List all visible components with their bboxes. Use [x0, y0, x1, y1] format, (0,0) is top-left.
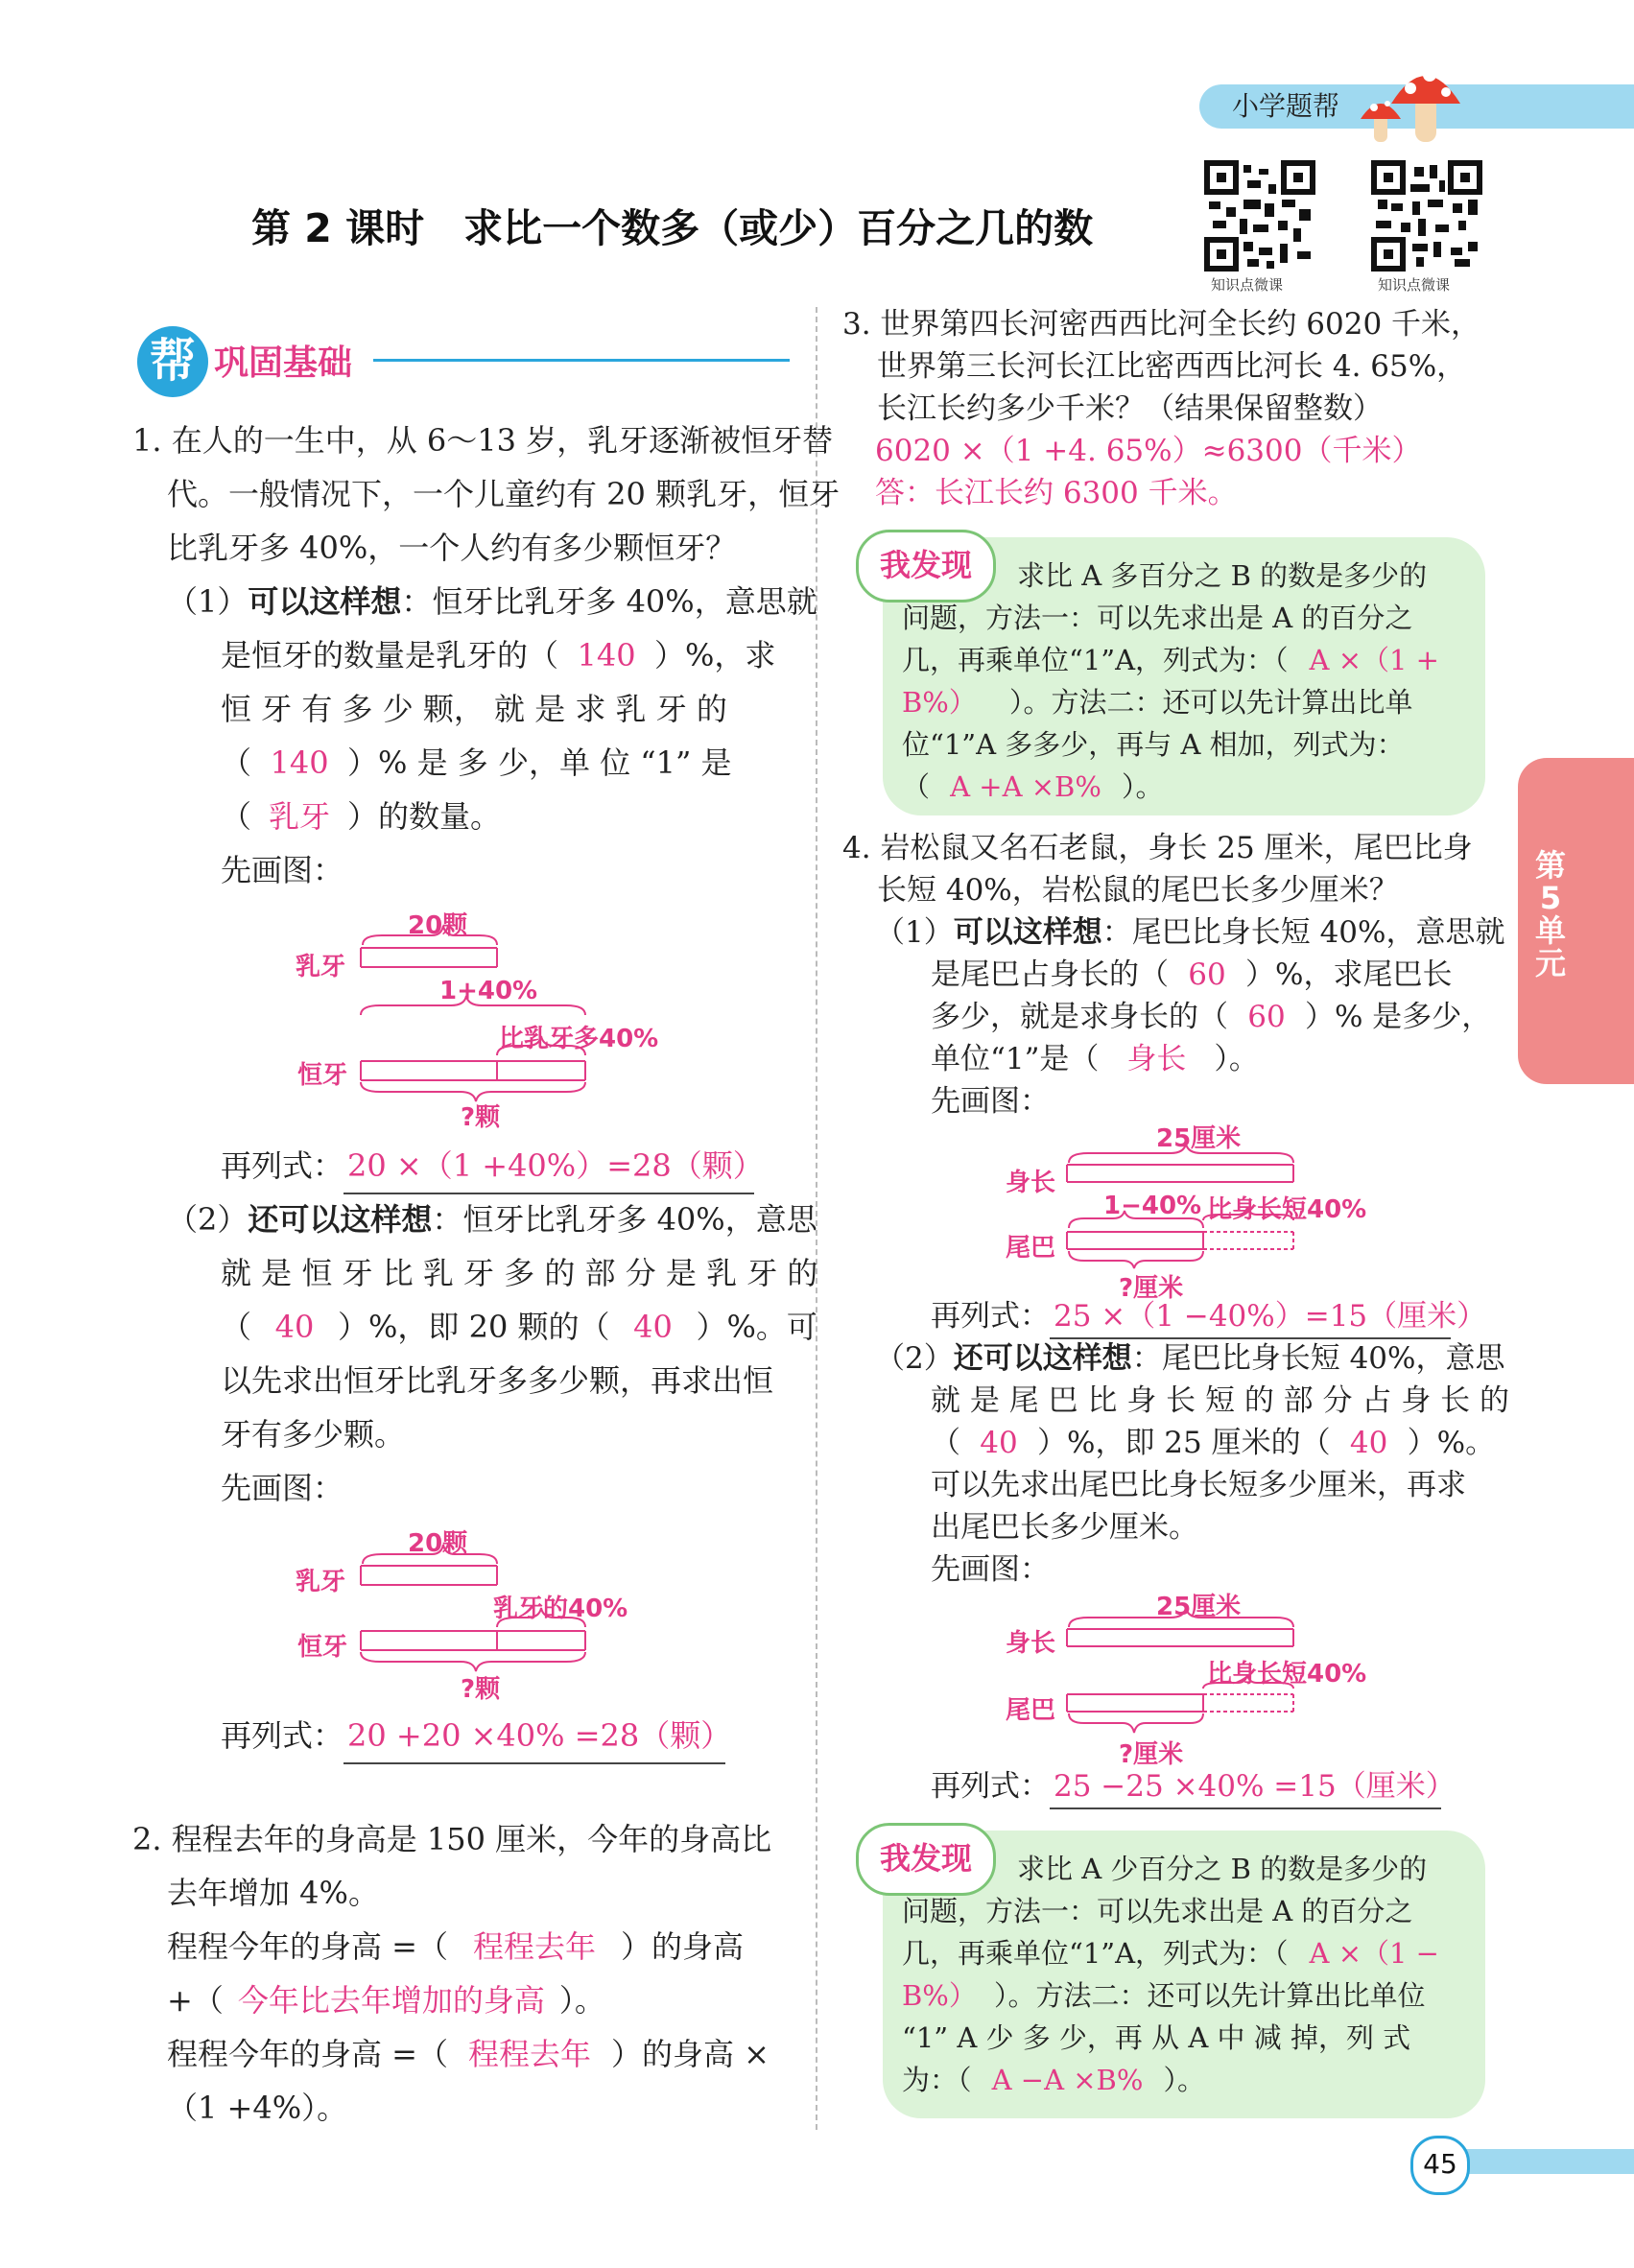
q4-part2-line-1: （2）还可以这样想：尾巴比身长短 40%，意思: [875, 1341, 1505, 1376]
qr-code-1[interactable]: [1205, 161, 1314, 271]
q2-line-4: [167, 1974, 605, 2027]
hint-label: 还可以这样想: [953, 1341, 1132, 1376]
q4-part1-text: ）%，求尾巴长: [1245, 957, 1453, 992]
footer-bar: [1458, 2149, 1634, 2174]
discovery-text: 几，再乘单位“1”A，列式为：（: [902, 1937, 1289, 1970]
q1-part1-line-1: （1）可以这样想：恒牙比乳牙多 40%，意思就: [167, 583, 817, 620]
q2-text: ）。: [558, 1982, 605, 2019]
formula-label: 再列式：: [221, 1717, 344, 1754]
discovery-text: 为：（: [902, 2064, 972, 2096]
q4-part2-line-2: 就 是 尾 巴 比 身 长 短 的 部 分 占 身 长 的: [931, 1383, 1509, 1418]
diagram-label: 20颗: [408, 911, 468, 940]
q2-text: ）的身高 ×: [611, 2036, 770, 2072]
formula-line: [221, 1710, 732, 1764]
q4-part1-text: 单位“1”是（: [931, 1042, 1100, 1076]
answer-blank[interactable]: 140: [577, 637, 636, 673]
formula-label: 再列式：: [931, 1299, 1050, 1334]
q4-part1-line-3: [931, 996, 1491, 1038]
q1-line-1: 1. 在人的一生中，从 6～13 岁，乳牙逐渐被恒牙替: [132, 422, 834, 459]
diagram-label: ?厘米: [1119, 1740, 1184, 1769]
diagram-row-label: 身长: [1006, 1629, 1056, 1658]
q2-text: 程程今年的身高 =（: [167, 1928, 448, 1965]
brand-label: 小学题帮: [1232, 90, 1340, 122]
q4-part1-line-4: [931, 1038, 1259, 1080]
answer-blank[interactable]: 40: [980, 1426, 1018, 1460]
answer-formula[interactable]: 20 ×（1 +40%）=28（颗）: [343, 1140, 754, 1194]
diagram-row-label: 恒牙: [297, 1633, 348, 1662]
q2-text: +（: [167, 1982, 224, 2019]
qr-code-2[interactable]: [1372, 161, 1481, 271]
answer-blank[interactable]: A ×（1 +: [1309, 644, 1439, 676]
page-number: 45: [1410, 2136, 1470, 2195]
answer-blank[interactable]: A +A ×B%: [950, 770, 1101, 803]
diagram-label: 1+40%: [439, 977, 538, 1005]
q1-part1-text: ）% 是 多 少，单 位 “1” 是: [347, 744, 732, 781]
discovery-line: 问题，方法一：可以先求出是 A 的百分之: [902, 602, 1413, 634]
q3-answer-formula[interactable]: 6020 ×（1 +4. 65%）≈6300（千米）: [875, 434, 1422, 468]
diagram-label: 乳牙的40%: [493, 1595, 628, 1623]
q2-line-6: （1 +4%）。: [167, 2090, 348, 2126]
formula-label: 再列式：: [221, 1147, 344, 1184]
unit-side-tab: [1518, 758, 1634, 1084]
q4-part1-text: ）。: [1214, 1042, 1259, 1076]
hint-label: 可以这样想: [953, 915, 1102, 950]
side-tab-char: 单: [1534, 912, 1566, 949]
q2-line-2: 去年增加 4%。: [167, 1875, 379, 1911]
q1-part1-text: 是恒牙的数量是乳牙的（: [221, 637, 559, 673]
q1-line-2: 代。一般情况下，一个儿童约有 20 颗乳牙，恒牙: [167, 476, 841, 512]
formula-line: [931, 1295, 1487, 1339]
q4-part1-text: ）% 是多少，: [1305, 1000, 1492, 1034]
q4-part1-text: ：尾巴比身长短 40%，意思就: [1101, 915, 1505, 950]
q4-part1-line-1: （1）可以这样想：尾巴比身长短 40%，意思就: [875, 915, 1505, 950]
discovery-text: 几，再乘单位“1”A，列式为：（: [902, 644, 1289, 676]
diagram-row-label: 尾巴: [1006, 1234, 1056, 1263]
side-tab-char: 5: [1539, 880, 1562, 916]
draw-label: 先画图：: [931, 1552, 1050, 1587]
qr-caption-2: 知识点微课: [1378, 276, 1451, 294]
answer-blank[interactable]: B%）: [902, 1979, 977, 2012]
diagram-row-label: 身长: [1006, 1169, 1056, 1197]
q1-part2-text: ）%。可: [696, 1309, 817, 1345]
answer-blank[interactable]: A ×（1 −: [1309, 1937, 1439, 1970]
diagram-label: 比乳牙多40%: [499, 1025, 659, 1053]
q1-part1-line-2: [221, 629, 775, 682]
diagram-label: ?颗: [461, 1675, 501, 1704]
answer-formula[interactable]: 20 +20 ×40% =28（颗）: [343, 1710, 725, 1764]
hint-label: 还可以这样想: [248, 1201, 433, 1238]
answer-blank[interactable]: 今年比去年增加的身高: [237, 1982, 545, 2019]
diagram-label: ?颗: [461, 1103, 501, 1132]
q4-part1-text: 多少，就是求身长的（: [931, 1000, 1228, 1034]
q1-part1-text: ：恒牙比乳牙多 40%，意思就: [401, 583, 817, 620]
discovery-badge: 我发现: [856, 530, 996, 602]
answer-blank[interactable]: 60: [1188, 957, 1226, 992]
discovery-line: [902, 681, 1413, 723]
qr-caption-1: 知识点微课: [1211, 276, 1284, 294]
q1-part2-line-5: 牙有多少颗。: [221, 1416, 406, 1453]
q1-part1-text: ）%，求: [654, 637, 776, 673]
answer-blank[interactable]: 40: [274, 1309, 315, 1345]
answer-formula[interactable]: 25 ×（1 −40%）=15（厘米）: [1050, 1295, 1451, 1339]
q1-part2-text: ）%，即 20 颗的（: [338, 1309, 610, 1345]
section-icon: 帮: [137, 326, 208, 397]
q4-part2-text: ）%，即 25 厘米的（: [1037, 1426, 1331, 1460]
answer-formula[interactable]: 25 −25 ×40% =15（厘米）: [1050, 1765, 1441, 1809]
q1-part2-text: ：恒牙比乳牙多 40%，意思: [432, 1201, 817, 1238]
draw-label: 先画图：: [931, 1084, 1050, 1119]
formula-label: 再列式：: [931, 1769, 1050, 1804]
answer-blank[interactable]: 乳牙: [269, 798, 331, 835]
q3-line-2: 世界第三长河长江比密西西比河长 4. 65%，: [877, 349, 1467, 384]
diagram-label: 1−40%: [1103, 1192, 1202, 1220]
section-label: 巩固基础: [214, 343, 353, 383]
draw-label: 先画图：: [221, 1470, 344, 1506]
section-divider: [373, 359, 790, 362]
discovery-line: 位“1”A 多多少，再与 A 相加，列式为：: [902, 728, 1405, 761]
section-heading: [137, 326, 790, 403]
q4-part2-text: ：尾巴比身长短 40%，意思: [1131, 1341, 1505, 1376]
discovery-line: 问题，方法一：可以先求出是 A 的百分之: [902, 1895, 1413, 1927]
q1-part2-line-2: 就 是 恒 牙 比 乳 牙 多 的 部 分 是 乳 牙 的: [221, 1255, 818, 1291]
q4-part2-text: ）%。: [1407, 1426, 1496, 1460]
qr-code-icon: [1372, 161, 1481, 271]
diagram-row-label: 乳牙: [296, 1568, 346, 1596]
q1-part1-text: ）的数量。: [347, 798, 502, 835]
q4-part1-line-2: [931, 954, 1452, 996]
hint-label: 可以这样想: [248, 583, 402, 620]
answer-blank[interactable]: 40: [1349, 1426, 1388, 1460]
q3-answer-sentence[interactable]: 答：长江长约 6300 千米。: [875, 476, 1238, 510]
q4-part2-line-3: （ 40 ）%，即 25 厘米的（ 40 ）%。: [931, 1422, 1495, 1464]
discovery-text: ）。方法二：还可以先计算出比单: [1009, 686, 1413, 719]
answer-blank[interactable]: 程程去年: [467, 2036, 591, 2072]
q1-line-3: 比乳牙多 40%，一个人约有多少颗恒牙？: [167, 530, 737, 566]
diagram-row-label: 恒牙: [297, 1061, 348, 1090]
diagram-label: 25厘米: [1156, 1124, 1242, 1153]
answer-blank[interactable]: 身长: [1126, 1042, 1187, 1076]
page-title: 第 2 课时 求比一个数多（或少）百分之几的数: [251, 205, 1094, 251]
discovery-line: （ A +A ×B% ）。: [902, 766, 1164, 808]
draw-label: 先画图：: [221, 852, 344, 888]
q1-part1-line-5: （ 乳牙 ）的数量。: [221, 791, 501, 843]
diagram-label: 20颗: [408, 1529, 468, 1558]
formula-line: [931, 1765, 1456, 1809]
q1-part2-line-3: （ 40 ）%，即 20 颗的（ 40 ）%。可: [221, 1301, 817, 1354]
q4-part2-line-4: 可以先求出尾巴比身长短多少厘米，再求: [931, 1468, 1466, 1502]
q2-text: ）的身高: [621, 1928, 745, 1965]
q4-line-2: 长短 40%，岩松鼠的尾巴长多少厘米？: [877, 873, 1399, 908]
discovery-line: [902, 639, 1439, 681]
discovery-line: [902, 1932, 1439, 1974]
qr-code-icon: [1205, 161, 1314, 271]
q3-line-3: 长江长约多少千米？（结果保留整数）: [877, 391, 1383, 426]
q1-part1-line-4: （ 140 ）% 是 多 少，单 位 “1” 是: [221, 737, 732, 790]
diagram-label: 25厘米: [1156, 1593, 1242, 1621]
discovery-line: 求比 A 多百分之 B 的数是多少的: [1017, 559, 1428, 592]
answer-blank[interactable]: 140: [270, 744, 329, 781]
discovery-badge: 我发现: [856, 1823, 996, 1896]
q2-line-5: [167, 2028, 770, 2081]
q1-part2-line-1: （2）还可以这样想：恒牙比乳牙多 40%，意思: [167, 1201, 817, 1238]
diagram-label: 比身长短40%: [1207, 1660, 1367, 1689]
side-tab-char: 第: [1534, 847, 1566, 884]
answer-blank[interactable]: 程程去年: [472, 1928, 596, 1965]
discovery-text: ）。: [1163, 2064, 1206, 2096]
discovery-line: “1” A 少 多 少，再 从 A 中 减 掉，列 式: [902, 2021, 1411, 2054]
diagram-label: ?厘米: [1119, 1274, 1184, 1303]
side-tab-char: 元: [1534, 945, 1566, 981]
q2-text: 程程今年的身高 =（: [167, 2036, 448, 2072]
answer-blank[interactable]: A −A ×B%: [991, 2064, 1144, 2096]
q3-line-1: 3. 世界第四长河密西西比河全长约 6020 千米，: [842, 307, 1481, 342]
discovery-line: [902, 2059, 1205, 2101]
q1-part1-line-3: 恒 牙 有 多 少 颗， 就 是 求 乳 牙 的: [221, 691, 727, 727]
q2-line-3: [167, 1921, 744, 1973]
q4-part1-text: 是尾巴占身长的（: [931, 957, 1169, 992]
answer-blank[interactable]: B%）: [902, 686, 977, 719]
discovery-text: ）。方法二：还可以先计算出比单位: [994, 1979, 1426, 2012]
diagram-row-label: 乳牙: [296, 953, 346, 981]
diagram-row-label: 尾巴: [1006, 1696, 1056, 1725]
discovery-text: ）。: [1122, 770, 1164, 803]
q2-line-1: 2. 程程去年的身高是 150 厘米，今年的身高比: [132, 1821, 772, 1857]
answer-blank[interactable]: 40: [633, 1309, 673, 1345]
diagram-label: 比身长短40%: [1207, 1195, 1367, 1224]
q4-line-1: 4. 岩松鼠又名石老鼠，身长 25 厘米，尾巴比身: [842, 831, 1473, 865]
q4-part2-line-5: 出尾巴长多少厘米。: [931, 1510, 1198, 1545]
q1-part2-line-4: 以先求出恒牙比乳牙多多少颗，再求出恒: [221, 1362, 774, 1399]
answer-blank[interactable]: 60: [1247, 1000, 1286, 1034]
formula-line: [221, 1140, 764, 1194]
discovery-line: 求比 A 少百分之 B 的数是多少的: [1017, 1853, 1428, 1885]
discovery-line: [902, 1974, 1426, 2017]
